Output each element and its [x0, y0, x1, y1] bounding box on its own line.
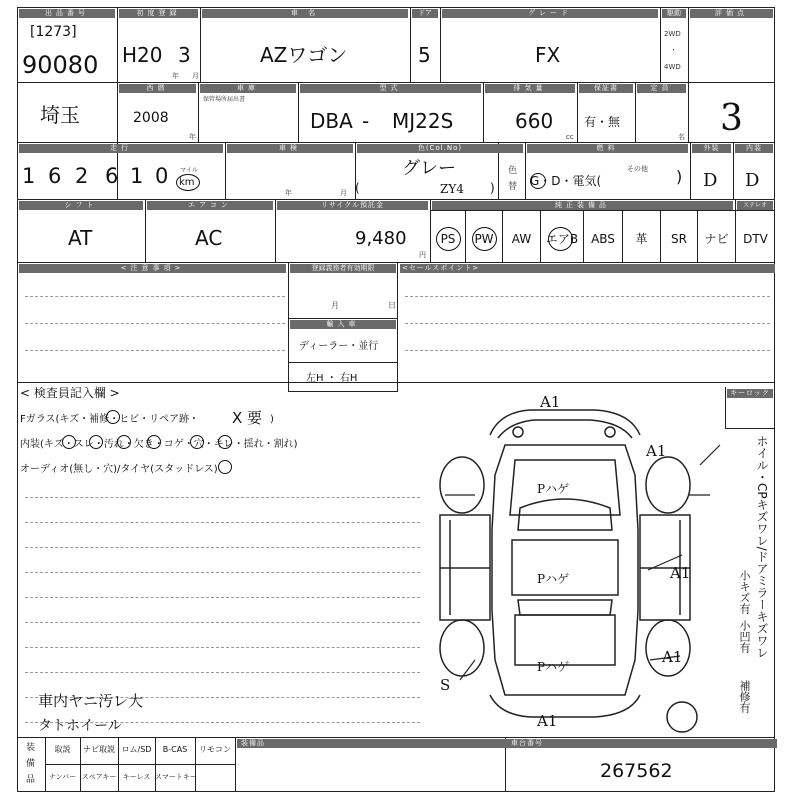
import-route: ディーラー・並行: [299, 341, 379, 352]
header-year: 西暦: [119, 84, 196, 93]
equip-aw: AW: [511, 232, 532, 246]
header-aircon: エアコン: [147, 201, 273, 210]
mark-circle: [89, 435, 103, 449]
side-label-1: 装: [26, 743, 36, 753]
rear-bumper: [490, 695, 640, 717]
equip-ps-circle: [436, 227, 461, 251]
rule: [288, 362, 398, 363]
lot-number: 90080: [22, 51, 99, 79]
mileage-digit: 1: [22, 164, 36, 188]
mileage-km: km: [179, 177, 195, 188]
equip-airbag: エアB: [545, 232, 579, 246]
header-inspection: 車検: [227, 144, 353, 153]
handwritten-note-2: タトホイール: [38, 718, 122, 734]
mark-circle: [218, 460, 232, 474]
wheel-fl: [440, 457, 484, 513]
mark-circle: [147, 435, 161, 449]
diagram-mark-top: A1: [540, 393, 561, 411]
equip-pw-circle: [472, 227, 497, 251]
recycle-fee: 9,480: [355, 228, 407, 249]
mark-circle: [190, 435, 204, 449]
header-recycle: リサイクル預託金: [277, 201, 428, 210]
drive-2wd: 2WD: [664, 30, 681, 38]
drive-4wd: 4WD: [664, 63, 681, 71]
equip-navi: ナビ: [704, 232, 729, 246]
equip-list-item: B-CAS: [162, 745, 188, 754]
displacement-unit: cc: [566, 133, 574, 141]
equip-airbag-circle: [548, 227, 573, 251]
model-year: 2008: [133, 110, 169, 126]
header-grade: グレード: [442, 9, 658, 18]
first-reg-month-unit: 月: [192, 72, 199, 80]
dotted-line: [405, 323, 770, 324]
rule: [198, 82, 199, 143]
first-reg-year-unit: 年: [172, 72, 179, 80]
note-dotted-line: [25, 572, 420, 573]
diagram-mark-bottom: A1: [537, 712, 558, 730]
fuel-other: その他: [627, 165, 648, 173]
color-change-2: 替: [508, 182, 518, 192]
color-name: グレー: [402, 158, 456, 179]
header-sales-point: <セールスポイント>: [400, 264, 775, 273]
header-mileage: 走行: [19, 144, 223, 153]
car-diagram: [420, 390, 730, 735]
diagram-mark-left-rear: S: [440, 676, 451, 694]
inspector-line-3: オーディオ(無し・穴)/タイヤ(スタッドレス): [20, 464, 218, 475]
mark-circle: [117, 435, 131, 449]
fuel-circle: [530, 173, 546, 189]
rule: [440, 7, 441, 83]
handwritten-vertical-3: 小凹有: [738, 620, 751, 653]
rule: [17, 82, 775, 83]
header-stereo: ステレオ: [737, 201, 773, 210]
rule: [525, 142, 526, 200]
recycle-unit: 円: [419, 251, 426, 259]
wheel-rl: [440, 620, 484, 676]
mark-circle: [106, 410, 120, 424]
inspector-line-1: Fガラス(キズ・補修・ヒビ・リペア跡・: [20, 414, 199, 425]
rule: [298, 82, 299, 143]
fuel-options: G・D・電気(: [530, 174, 602, 188]
rule: [735, 199, 736, 263]
equip-dtv: DTV: [743, 232, 768, 246]
dotted-line: [405, 350, 770, 351]
color-code: ZY4: [440, 182, 464, 196]
mileage-digit: 2: [75, 164, 89, 188]
inspector-line-2: 内装(キズ・スレ・汚れ・欠き・コゲ・穴・キレ・揺れ・割れ): [20, 439, 298, 450]
diagram-mark-right-rear: A1: [662, 648, 683, 666]
rule: [275, 199, 276, 263]
side-label-2: 備: [26, 759, 36, 769]
rule: [17, 737, 775, 738]
color-paren-close: ): [490, 181, 495, 195]
dotted-line: [25, 350, 285, 351]
note-dotted-line: [25, 522, 420, 523]
header-caution: <注意事項>: [19, 264, 286, 273]
mileage-digit: 1: [130, 164, 144, 188]
exterior-grade: D: [703, 170, 718, 191]
header-garage: 車庫: [200, 84, 296, 93]
warranty-options: 有・無: [584, 115, 621, 129]
header-import: 輸入車: [290, 320, 396, 329]
serial-number: 267562: [600, 760, 673, 782]
dotted-line: [25, 323, 285, 324]
header-serial: 車台番号: [507, 739, 777, 748]
rule: [45, 764, 235, 765]
drive-sep: ・: [670, 46, 677, 54]
rear-window: [518, 600, 612, 615]
capacity-unit: 名: [678, 133, 685, 141]
header-displacement: 排気量: [485, 84, 575, 93]
owner-day: 日: [388, 301, 396, 310]
rule: [225, 142, 226, 200]
header-lot-no: 出品番号: [19, 9, 115, 18]
note-dotted-line: [25, 622, 420, 623]
rule: [145, 199, 146, 263]
note-dotted-line: [25, 547, 420, 548]
header-door: ドア: [412, 9, 438, 18]
equip-list-item: 取説: [54, 745, 71, 754]
rule: [200, 7, 201, 83]
rule: [660, 7, 661, 83]
color-change-1: 色: [508, 166, 518, 176]
rule: [410, 7, 411, 83]
car-name: AZワゴン: [260, 43, 348, 67]
side-label-3: 品: [26, 775, 36, 785]
inspection-month-unit: 月: [340, 189, 347, 197]
equip-list-item: キーレス: [122, 773, 151, 781]
shift: AT: [68, 226, 93, 250]
header-equipment: 純正装備品: [432, 201, 733, 210]
rule: [235, 737, 236, 792]
fuel-close: ): [676, 167, 683, 186]
owner-month: 月: [331, 301, 339, 310]
header-fuel: 燃料: [527, 144, 688, 153]
header-car-name: 車 名: [202, 9, 408, 18]
header-model: 型式: [300, 84, 481, 93]
region: 埼玉: [40, 103, 80, 127]
mark-circle: [218, 435, 232, 449]
diagram-mark-roof: Pハゲ: [537, 572, 570, 586]
header-first-reg: 初度登録: [119, 9, 198, 18]
mark-circle: [62, 435, 76, 449]
equip-list-item: スマートキー: [155, 773, 197, 781]
dotted-line: [25, 296, 285, 297]
mileage-digit: 6: [105, 164, 119, 188]
equip-list-item: ナンバー: [48, 773, 77, 781]
inspection-year-unit: 年: [285, 189, 292, 197]
handwritten-vertical-1: ホイル・CPキズワレ/ドアミラーキズワレ: [755, 435, 769, 659]
damage-circle: [667, 702, 697, 732]
dotted-line: [405, 296, 770, 297]
header-color: 色(Col.No): [357, 144, 523, 153]
inspector-line-1-mark: X 要: [232, 409, 263, 427]
car-doors: 5: [418, 43, 431, 67]
car-grade: FX: [535, 43, 561, 67]
rule: [430, 210, 775, 211]
model-prefix: DBA: [310, 109, 353, 133]
handwritten-vertical-4: 補修有: [738, 680, 751, 713]
model-code: MJ22S: [392, 109, 454, 133]
rule: [288, 318, 398, 319]
inspector-notes-title: < 検査員記入欄 >: [20, 386, 120, 400]
equip-list-item: スペアキー: [81, 773, 117, 781]
first-reg-era-year: H20: [122, 43, 163, 67]
header-shift: シフト: [19, 201, 143, 210]
header-interior: 内装: [735, 144, 773, 153]
interior-grade: D: [745, 170, 760, 191]
rule: [483, 82, 484, 143]
aircon: AC: [195, 226, 223, 250]
rule: [635, 82, 636, 143]
rule: [690, 142, 691, 200]
equip-ps: PS: [440, 232, 456, 246]
wheel-fr: [646, 457, 690, 513]
handwritten-note-1: 車内ヤニ汚レ大: [38, 692, 144, 710]
equip-pw: PW: [474, 232, 494, 246]
mileage-digit: 6: [48, 164, 62, 188]
equip-list-item: ナビ取説: [83, 745, 115, 754]
diagram-mark-right-front: A1: [646, 442, 667, 460]
score-value: 3: [720, 98, 743, 139]
model-year-unit: 年: [189, 133, 196, 141]
note-dotted-line: [25, 672, 420, 673]
header-equip-list: 装備品: [237, 739, 507, 748]
rule: [17, 199, 775, 200]
header-exterior: 外装: [692, 144, 731, 153]
rule: [430, 199, 431, 263]
handwritten-vertical-2: 小キズ有: [738, 570, 751, 614]
lot-code: [1273]: [30, 24, 77, 40]
first-reg-month: 3: [178, 43, 191, 67]
header-capacity: 定員: [637, 84, 686, 93]
header-score: 評価点: [690, 9, 773, 18]
inspector-line-1-end: ): [270, 414, 274, 425]
rule: [688, 7, 689, 143]
handle-side: 左H ・ 右H: [306, 373, 358, 384]
equip-list-item: ロム/SD: [121, 745, 152, 754]
equip-sr: SR: [671, 232, 687, 246]
header-keylock: キーロック: [727, 389, 773, 398]
mileage-digit: 0: [155, 164, 169, 188]
header-warranty: 保証書: [579, 84, 633, 93]
model-dash: -: [362, 109, 370, 133]
rule: [17, 142, 775, 143]
header-owner-period: 登録義務者有効期限: [290, 264, 396, 273]
equip-leather: 革: [635, 232, 648, 246]
diagram-mark-hood: Pハゲ: [537, 482, 570, 496]
equip-abs: ABS: [591, 232, 615, 246]
diagram-mark-trunk: Pハゲ: [537, 660, 570, 674]
rule: [577, 82, 578, 143]
note-dotted-line: [25, 497, 420, 498]
garage-note: 保管場所届出書: [203, 96, 246, 103]
note-dotted-line: [25, 647, 420, 648]
color-paren-open: (: [355, 181, 360, 195]
equip-list-item: リモコン: [199, 745, 231, 754]
displacement-value: 660: [515, 109, 554, 133]
rule: [733, 142, 734, 200]
header-drive: 駆動: [662, 9, 686, 18]
note-dotted-line: [25, 597, 420, 598]
mileage-mile: マイル: [180, 167, 198, 174]
diagram-mark-right-mid: A1: [670, 564, 691, 582]
